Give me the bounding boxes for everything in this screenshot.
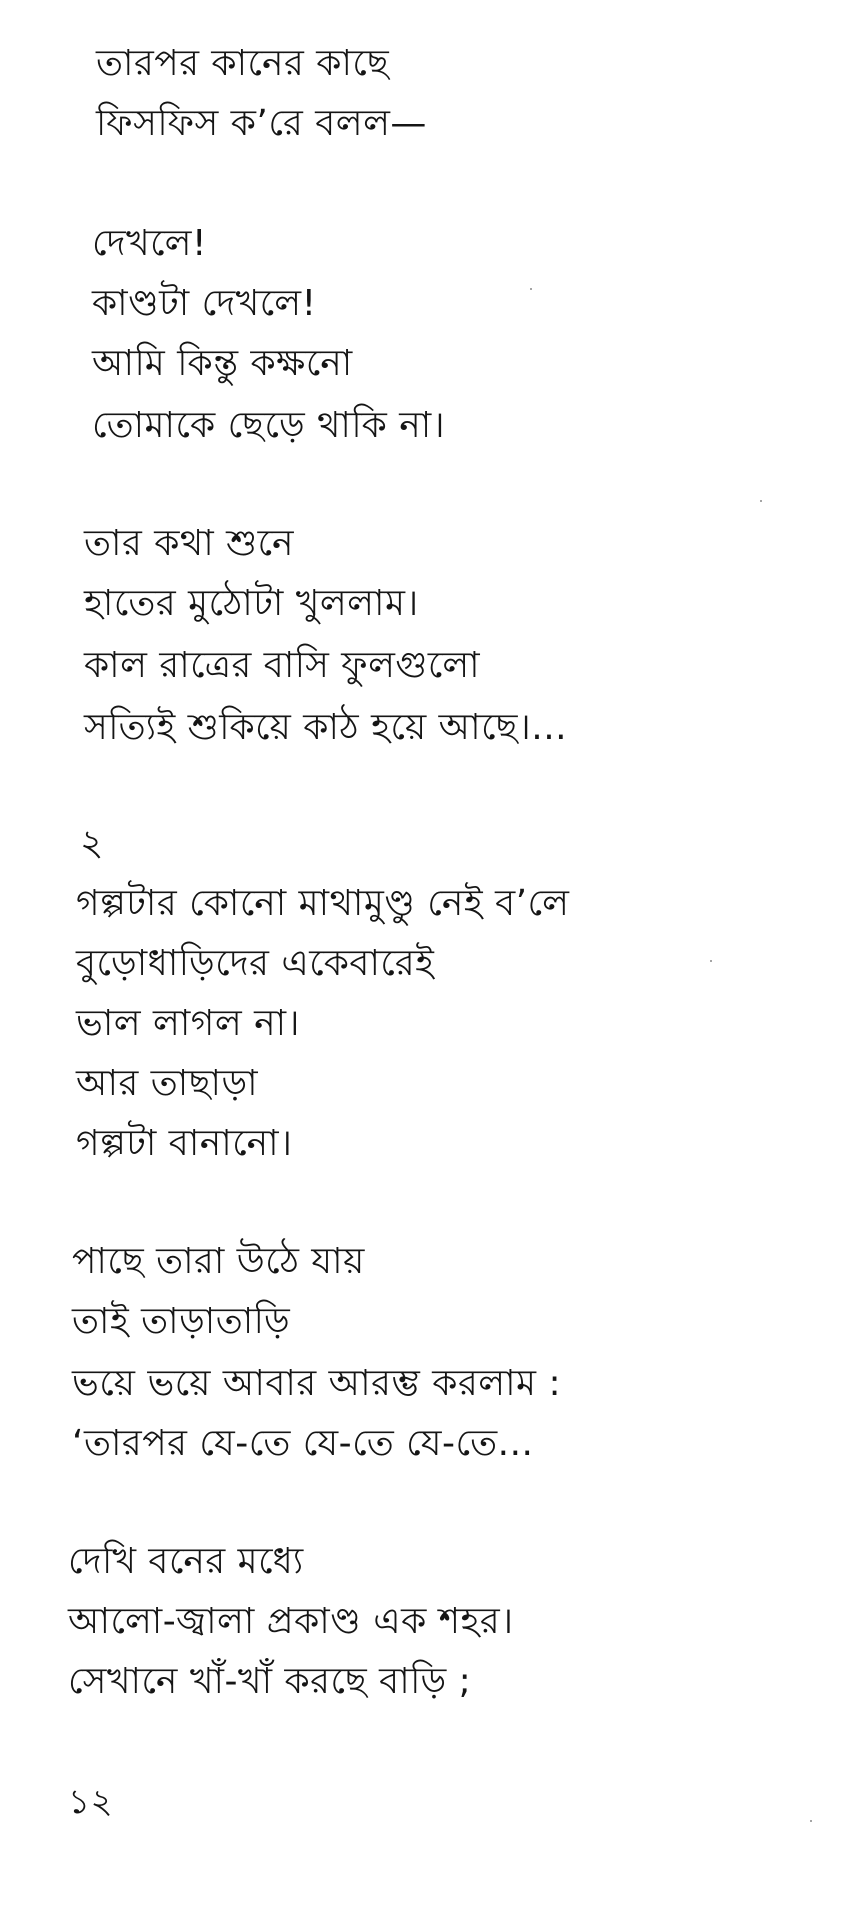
poem-line: সেখানে খাঁ-খাঁ করছে বাড়ি ;: [68, 1661, 472, 1702]
poem-line: তার কথা শুনে: [84, 523, 295, 564]
poem-line: বুড়োধাড়িদের একেবারেই: [76, 943, 435, 984]
poem-line: গল্পটার কোনো মাথামুণ্ডু নেই ব’লে: [76, 883, 570, 924]
poem-line: ভাল লাগল না।: [76, 1003, 300, 1044]
poem-line: গল্পটা বানানো।: [76, 1123, 293, 1164]
poem-line: হাতের মুঠোটা খুললাম।: [84, 583, 419, 624]
poem-line: তারপর কানের কাছে: [96, 43, 390, 84]
poem-line: আর তাছাড়া: [76, 1063, 259, 1104]
poem-line: কাল রাত্রের বাসি ফুলগুলো: [84, 645, 481, 686]
scan-speck: [760, 500, 762, 502]
scan-speck: [710, 960, 712, 962]
poem-line: তোমাকে ছেড়ে থাকি না।: [92, 405, 446, 446]
poem-line: ‘তারপর যে-তে যে-তে যে-তে...: [72, 1423, 534, 1464]
poem-line: দেখি বনের মধ্যে: [68, 1541, 304, 1582]
scan-speck: [530, 288, 532, 290]
poem-line: তাই তাড়াতাড়ি: [72, 1301, 291, 1342]
poem-line: কাণ্ডটা দেখলে!: [92, 283, 317, 324]
page-number: ১২: [68, 1782, 114, 1822]
poem-line: আলো-জ্বালা প্রকাণ্ড এক শহর।: [68, 1601, 514, 1642]
poem-line: ফিসফিস ক’রে বলল—: [96, 103, 427, 144]
poem-line: দেখলে!: [92, 223, 207, 264]
poem-line: পাছে তারা উঠে যায়: [72, 1241, 365, 1282]
poem-line: আমি কিন্তু কক্ষনো: [92, 343, 353, 384]
poem-line: সত্যিই শুকিয়ে কাঠ হয়ে আছে।...: [84, 707, 568, 748]
section-number: ২: [80, 823, 104, 864]
scan-speck: [810, 1820, 812, 1822]
poem-line: ভয়ে ভয়ে আবার আরম্ভ করলাম :: [72, 1363, 562, 1404]
